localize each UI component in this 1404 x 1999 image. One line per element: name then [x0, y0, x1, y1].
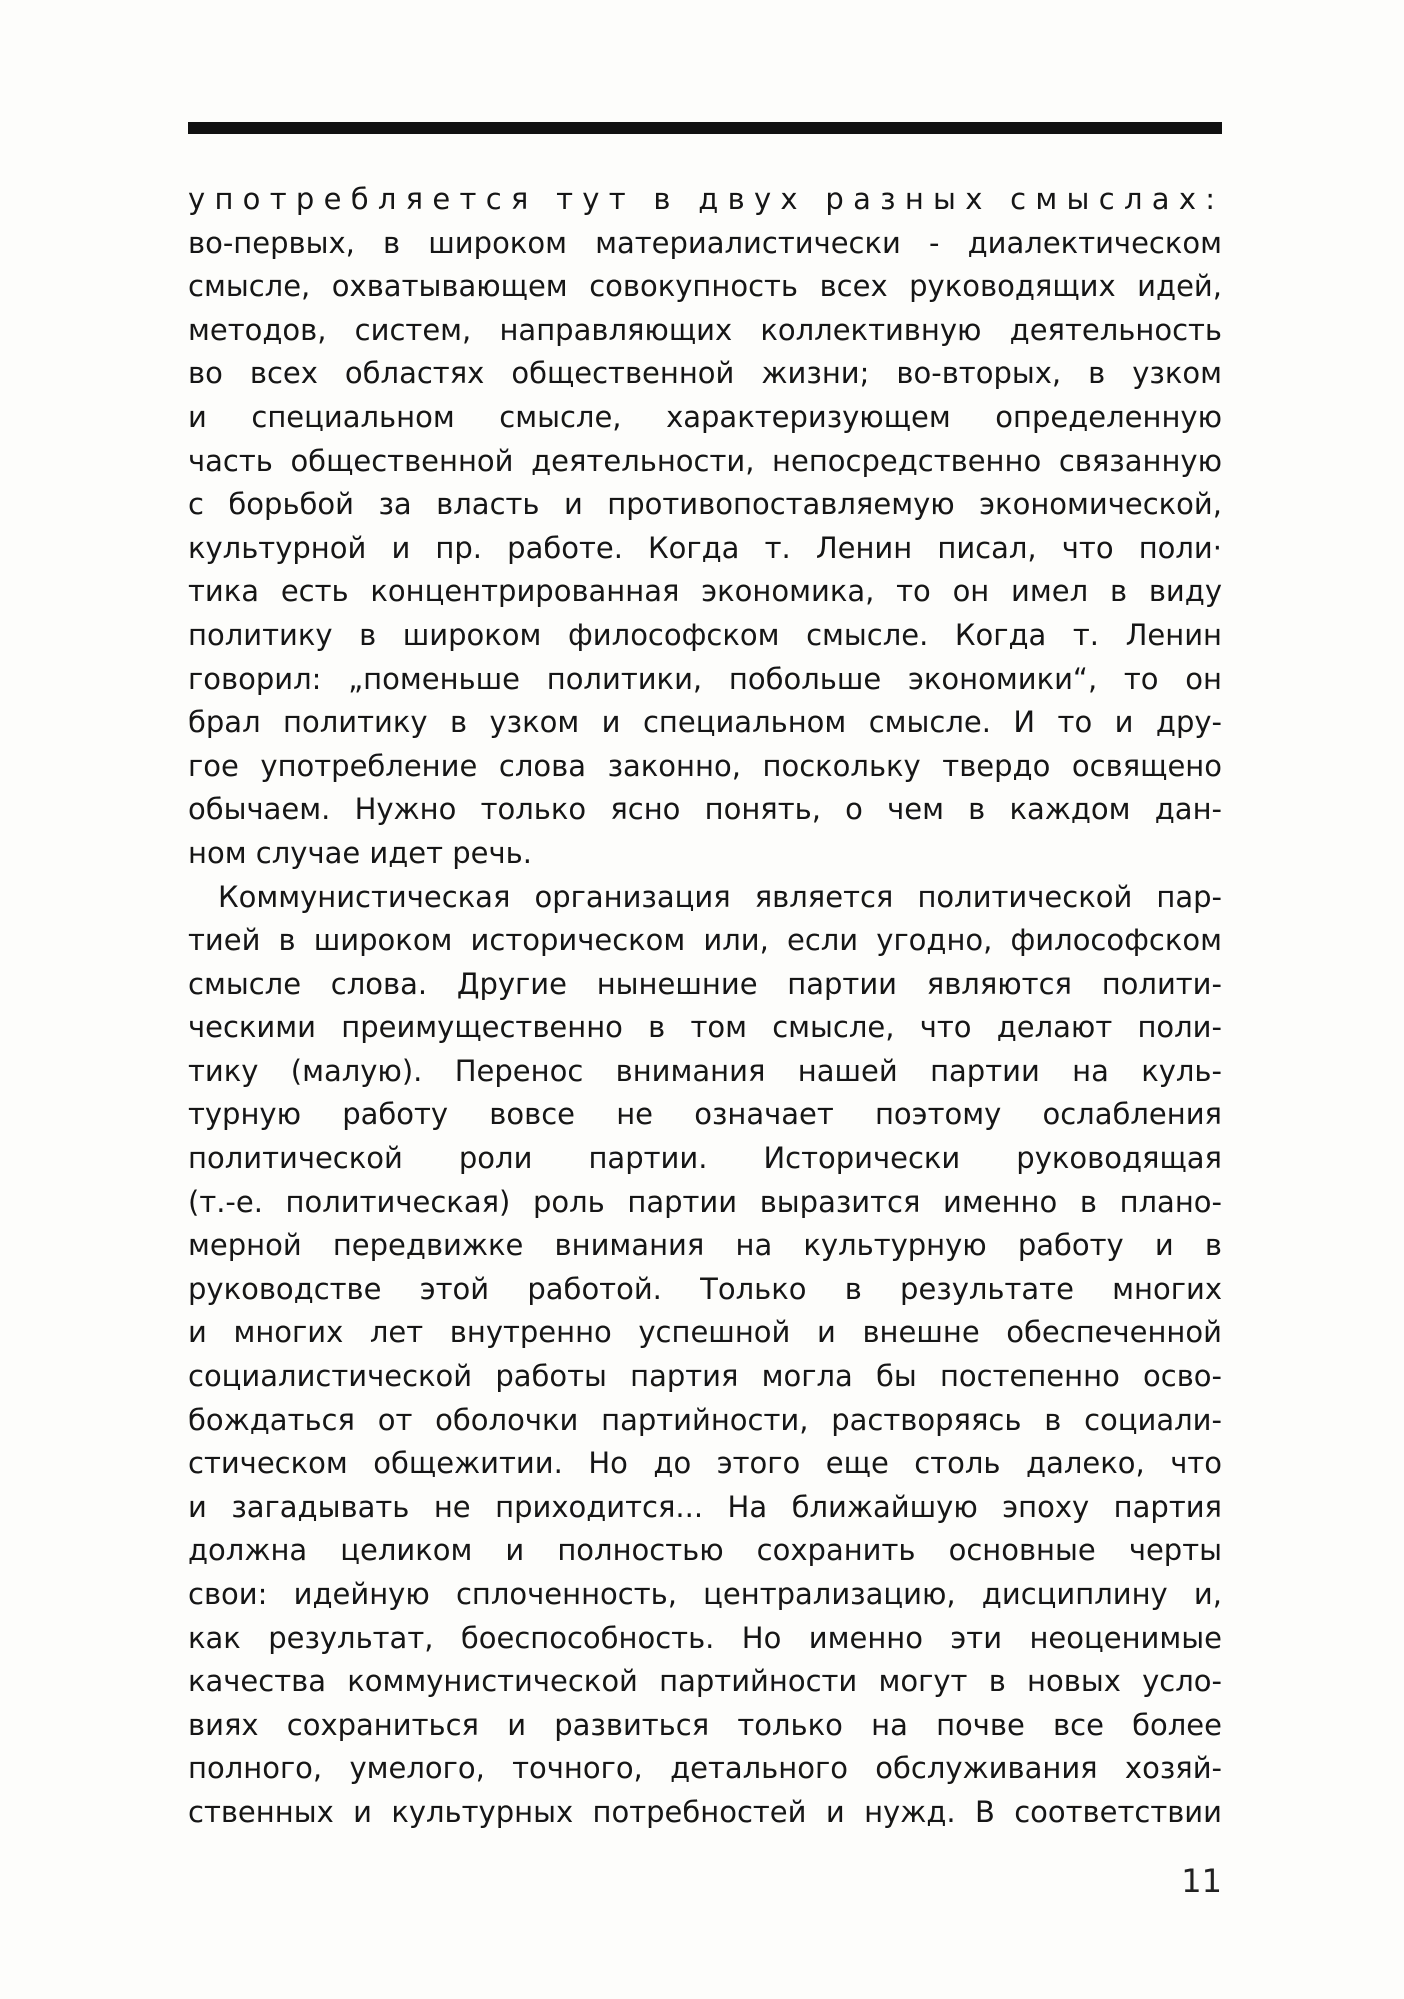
text-line: с борьбой за власть и противопоставляемую экономической, — [188, 487, 1222, 522]
text-line: во-первых, в широком материалистически - диалектическом — [188, 225, 1222, 260]
header-rule — [188, 122, 1222, 134]
body-text — [188, 178, 1225, 1835]
text-line: смысле, охватывающем совокупность всех руководящих идей, — [188, 269, 1222, 304]
text-line: ном случае идет речь. — [188, 835, 532, 870]
page-number: 11 — [1181, 1862, 1222, 1900]
text-line: брал политику в узком и специальном смысле. И то и дру- — [188, 705, 1222, 740]
text-line: и специальном смысле, характеризующем определенную — [188, 399, 1222, 434]
text-line: часть общественной деятельности, непосредственно связанную — [188, 443, 1222, 478]
text-line: методов, систем, направляющих коллективную деятельность — [188, 312, 1222, 347]
text-line: турную работу вовсе не означает поэтому ослабления — [188, 1097, 1222, 1132]
text-line: как результат, боеспособность. Но именно эти неоценимые — [188, 1620, 1222, 1655]
text-line: и загадывать не приходится... На ближайшую эпоху партия — [188, 1489, 1222, 1524]
text-line: смысле слова. Другие нынешние партии являются полити- — [188, 966, 1222, 1001]
text-line: гое употребление слова законно, поскольку твердо освящено — [188, 748, 1222, 783]
text-line: и многих лет внутренно успешной и внешне обеспеченной — [188, 1315, 1222, 1350]
text-line: культурной и пр. работе. Когда т. Ленин писал, что поли· — [188, 530, 1222, 565]
text-line: стическом общежитии. Но до этого еще столь далеко, что — [188, 1446, 1222, 1481]
text-line: тика есть концентрированная экономика, то он имел в виду — [188, 574, 1222, 609]
text-line: качества коммунистической партийности могут в новых усло- — [188, 1664, 1222, 1699]
text-line: свои: идейную сплоченность, централизацию, дисциплину и, — [188, 1577, 1222, 1611]
text-line: употребляется тут в двух разных смыслах: — [188, 182, 1225, 216]
text-line: бождаться от оболочки партийности, растворяясь в социали- — [188, 1402, 1222, 1437]
text-line: (т.-е. политическая) роль партии выразится именно в плано- — [188, 1184, 1222, 1219]
text-line: мерной передвижке внимания на культурную работу и в — [188, 1228, 1222, 1263]
text-line: политической роли партии. Исторически руководящая — [188, 1141, 1222, 1176]
text-line: обычаем. Нужно только ясно понять, о чем в каждом дан- — [188, 792, 1222, 827]
paragraph-1 — [188, 178, 1225, 876]
text-line: ческими преимущественно в том смысле, что делают поли- — [188, 1010, 1222, 1045]
text-line: виях сохраниться и развиться только на почве все более — [188, 1707, 1222, 1742]
text-line: говорил: „поменьше политики, побольше экономики“, то он — [188, 661, 1222, 696]
text-line: тией в широком историческом или, если угодно, философском — [188, 923, 1222, 958]
text-line: во всех областях общественной жизни; во-вторых, в узком — [188, 356, 1222, 391]
text-line: тику (малую). Перенос внимания нашей партии на куль- — [188, 1053, 1222, 1088]
paragraph-2 — [188, 876, 1222, 1835]
text-line: ственных и культурных потребностей и нужд. В соответствии — [188, 1794, 1222, 1829]
text-line: должна целиком и полностью сохранить основные черты — [188, 1533, 1222, 1568]
text-line: полного, умелого, точного, детального обслуживания хозяй- — [188, 1751, 1222, 1786]
text-line: руководстве этой работой. Только в результате многих — [188, 1271, 1222, 1306]
text-line: Коммунистическая организация является политической пар- — [218, 879, 1222, 914]
text-line: политику в широком философском смысле. Когда т. Ленин — [188, 617, 1222, 652]
text-line: социалистической работы партия могла бы постепенно осво- — [188, 1359, 1222, 1394]
